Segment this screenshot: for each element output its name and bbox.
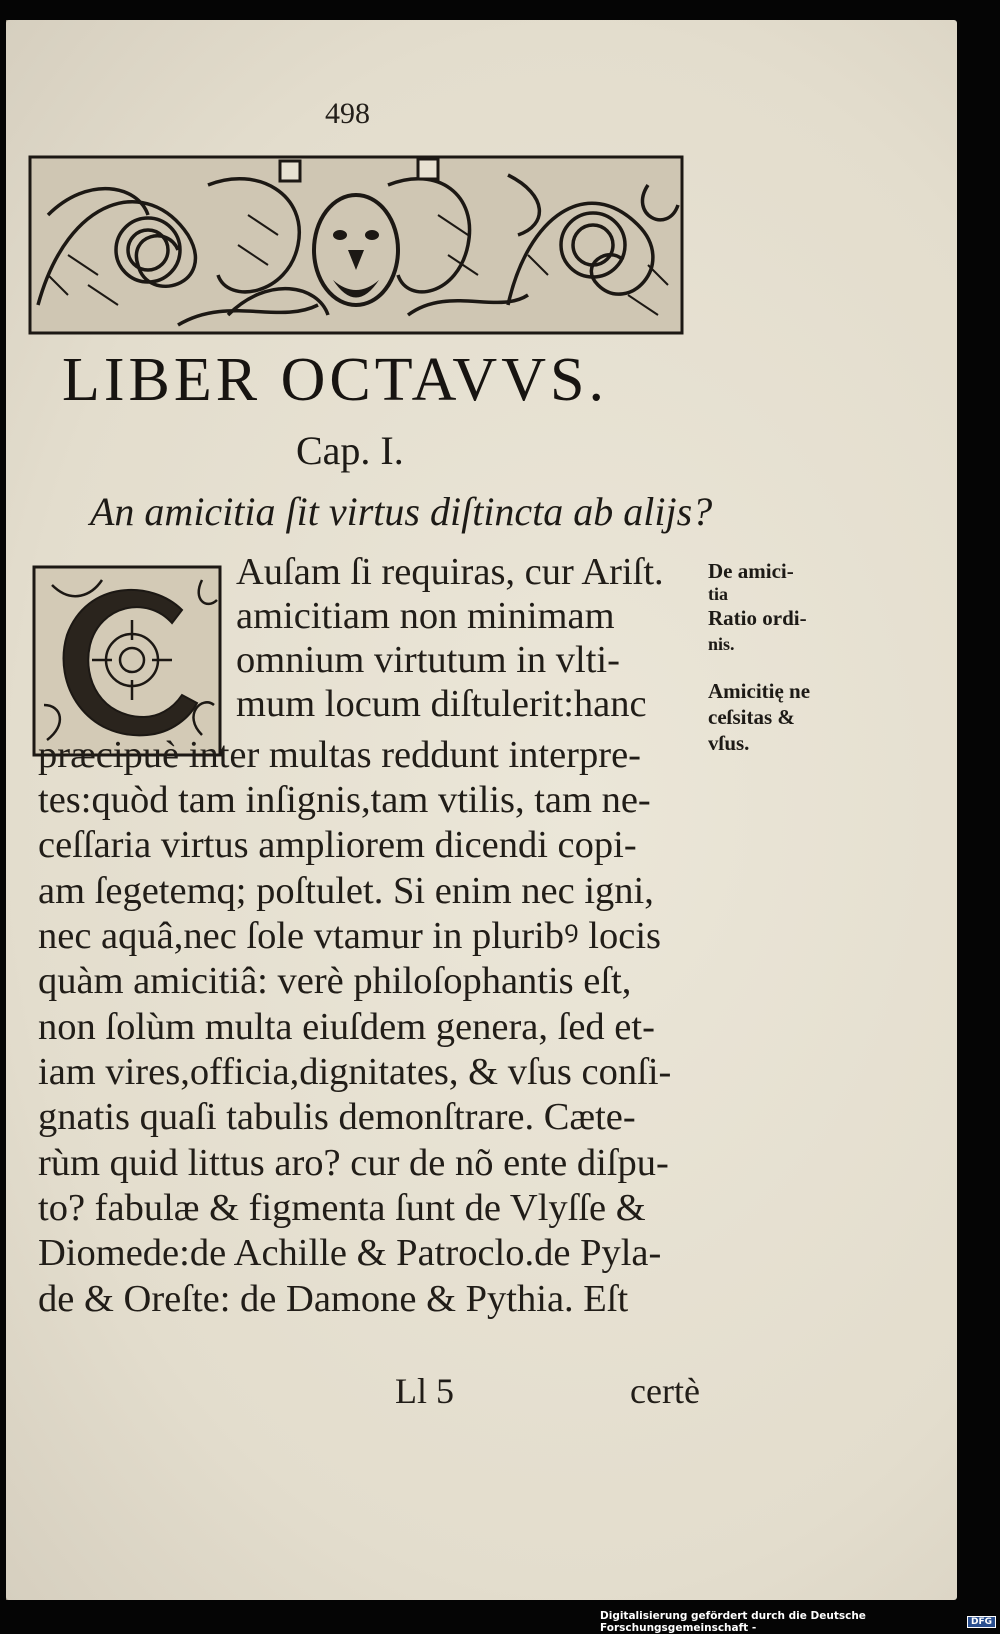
text-line: to? fabulæ & figmenta ſunt de Vlyſſe & — [38, 1187, 646, 1229]
text-line: quàm amicitiâ: verè philoſophantis eſt, — [38, 960, 632, 1002]
catchword: certè — [630, 1371, 700, 1411]
text-line: Diomede:de Achille & Patroclo.de Pyla- — [38, 1232, 662, 1274]
text-line: iam vires,officia,dignitates, & vſus conſi- — [38, 1051, 672, 1093]
text-line: ceſſaria virtus ampliorem dicendi copi- — [38, 824, 637, 866]
ornamental-headpiece — [28, 155, 684, 335]
text-line: nec aquâ,nec ſole vtamur in pluribꝰ locis — [38, 915, 662, 957]
page-number: 498 — [325, 97, 370, 130]
margin-note: De amici- — [708, 559, 794, 583]
text-line: Auſam ſi requiras, cur Ariſt. — [236, 551, 664, 593]
text-line: de & Oreſte: de Damone & Pythia. Eſt — [38, 1278, 629, 1320]
signature-mark: Ll 5 — [395, 1371, 454, 1411]
text-line: am ſegetemq; poſtulet. Si enim nec igni, — [38, 870, 654, 912]
margin-note: tia — [708, 584, 728, 604]
footer-credit: Digitalisierung gefördert durch die Deutsche Forschungsgemeinschaft - — [600, 1609, 866, 1634]
text-line: tes:quòd tam inſignis,tam vtilis, tam ne- — [38, 779, 651, 821]
text-line: rùm quid littus aro? cur de nõ ente diſpu- — [38, 1142, 669, 1184]
chapter-heading: Cap. I. — [296, 428, 404, 473]
margin-note: nis. — [708, 634, 735, 654]
text-line: amicitiam non minimam — [236, 595, 615, 637]
margin-note: vſus. — [708, 731, 750, 755]
text-line: gnatis quaſi tabulis demonſtrare. Cæte- — [38, 1096, 636, 1138]
chapter-question: An amicitia ſit virtus diſtincta ab alijs? — [90, 489, 713, 534]
text-line: omnium virtutum in vlti- — [236, 639, 620, 681]
margin-note: Amicitię ne — [708, 679, 811, 703]
book-title: LIBER OCTAVVS. — [62, 346, 608, 414]
footer-bar — [600, 1609, 1000, 1634]
margin-note: Ratio ordi- — [708, 606, 807, 630]
text-line: non ſolùm multa eiuſdem genera, ſed et- — [38, 1006, 655, 1048]
decorated-initial-c — [32, 565, 222, 757]
dfg-logo-icon: DFG — [967, 1616, 996, 1628]
text-line: præcipuè inter multas reddunt interpre- — [38, 734, 641, 776]
margin-note: ceſsitas & — [708, 705, 795, 729]
text-line: mum locum diſtulerit:hanc — [236, 683, 647, 725]
